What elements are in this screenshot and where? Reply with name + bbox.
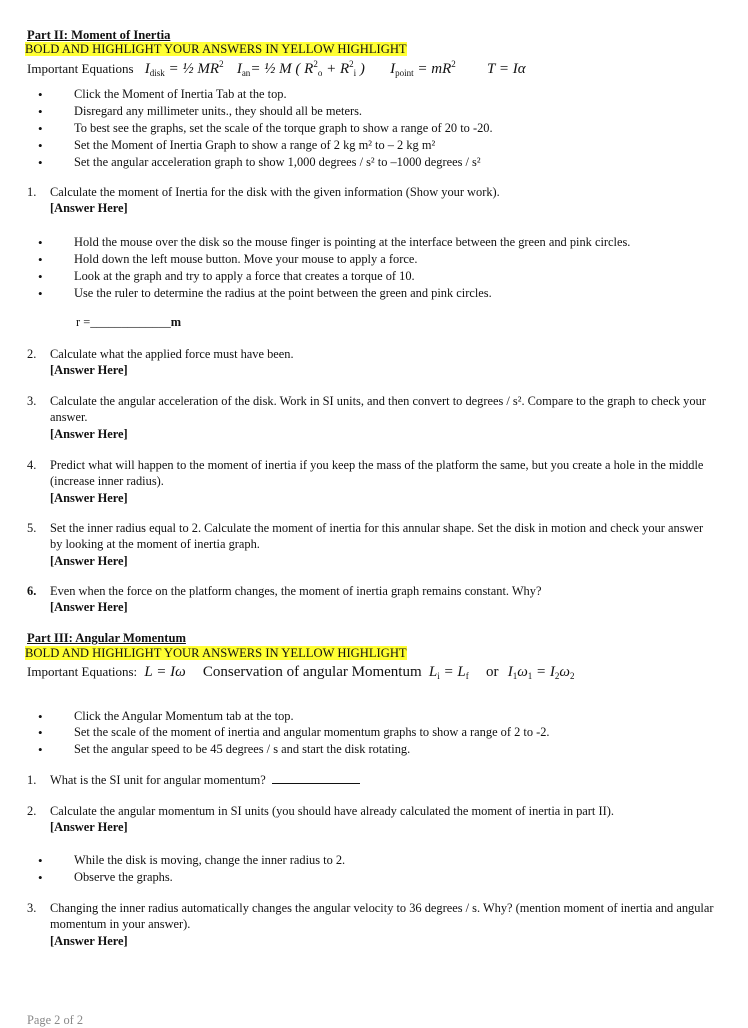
answer-placeholder[interactable]: [Answer Here] [50, 490, 128, 505]
question-p3-2: 2. Calculate the angular momentum in SI units (you should have already calculated the moment of inertia in part II). [Answer Here] [27, 804, 614, 835]
answer-placeholder[interactable]: [Answer Here] [50, 600, 128, 615]
question-p2-4: 4. Predict what will happen to the moment of inertia if you keep the mass of the platform the same, but you create a hole in the middle (increase inner radius). [Answer Here] [27, 458, 704, 505]
answer-placeholder[interactable]: [Answer Here] [50, 426, 128, 441]
question-p3-1: 1. What is the SI unit for angular momentum? [27, 772, 717, 788]
conservation-label: Conservation of angular Momentum [202, 664, 422, 680]
part2-highlight-text: BOLD AND HIGHLIGHT YOUR ANSWERS IN YELLOW HIGHLIGHT [25, 42, 407, 56]
eq-annulus: $I_{an}=$ ½ M ( $R^2_o + R^2_i$ ) [236, 59, 365, 78]
eq-angular-momentum: L = Iω [144, 664, 186, 680]
or-label: or [485, 664, 499, 680]
eq-torque: T = Iα [487, 61, 526, 77]
eq-conservation-omega: $I_1\omega_1 = I_2\omega_2$ [507, 664, 575, 681]
equations-label: Important Equations: [27, 664, 138, 679]
eq-point: $I_{point} = mR^2$ [390, 59, 456, 78]
part3-equations [27, 663, 575, 683]
question-p2-2: 2. Calculate what the applied force must have been. [Answer Here] [27, 347, 294, 378]
page-number: Page 2 of 2 [27, 1013, 84, 1027]
answer-placeholder[interactable]: [Answer Here] [50, 201, 128, 216]
part3-highlight-text: BOLD AND HIGHLIGHT YOUR ANSWERS IN YELLOW HIGHLIGHT [25, 646, 407, 660]
question-p2-1: 1. Calculate the moment of Inertia for the disk with the given information (Show your work). [Answer Here] [27, 185, 500, 216]
question-p2-3: 3. Calculate the angular acceleration of the disk. Work in SI units, and then convert to degrees / s². Compare to the graph to check your answer. [Answer Here] [27, 394, 706, 441]
part2-title: Part II: Moment of Inertia [27, 28, 171, 42]
answer-placeholder[interactable]: [Answer Here] [50, 553, 128, 568]
radius-blank[interactable]: _____________ [90, 315, 171, 329]
si-unit-blank[interactable] [272, 772, 360, 784]
part2-highlight-banner [25, 41, 407, 58]
question-p2-5: 5. Set the inner radius equal to 2. Calculate the moment of inertia for this annular shape. Set the disk in motion and check your answer by looking at the moment of inertia graph. [Answer Here] [27, 521, 704, 568]
part3-title: Part III: Angular Momentum [27, 631, 186, 645]
equations-label: Important Equations [27, 61, 134, 76]
part2-equations [27, 59, 526, 80]
part3-highlight-banner [25, 645, 407, 662]
question-p2-6: 6. Even when the force on the platform changes, the moment of inertia graph remains constant. Why? [Answer Here] [27, 584, 542, 615]
eq-conservation: $L_i = L_f$ [428, 664, 469, 681]
answer-placeholder[interactable]: [Answer Here] [50, 363, 128, 378]
answer-placeholder[interactable]: [Answer Here] [50, 933, 128, 948]
eq-disk: $I_{disk}$ = ½ $MR^2$ [144, 59, 224, 78]
worksheet-page: Part II: Moment of Inertia BOLD AND HIGHLIGHT YOUR ANSWERS IN YELLOW HIGHLIGHT Important Equations $I_{disk}$ = ½ $MR^2$ $I_{an}=$ ½ M ( $R^2_o + R^2_i$ ) $I_{point} = mR^2$ T = Iα • Click the Moment of Inertia Tab at the top. • Disregard any millimeter units., they should all be meters. • To best see the graphs, set the scale of the torque graph to show a range of 20 to -20. • Set the Moment of Inertia Graph to show a range of 2 kg m² to – 2 kg m² • Set the angular acceleration graph to show 1,000 degrees / s² to –1000 degrees / s² 1. Calculate the moment of Inertia for the disk with the given information (Show your work). [Answer Here] • Hold the mouse over the disk so the mouse finger is pointing at the interface between the green and pink circles. • Hold down the left mouse button. Move your mouse to apply a force. • Look at the graph and try to apply a force that creates a torque of 10. • Use the ruler to determine the radius at the point between the green and pink circles. r =_____________m 2. Calculate what the applied force must have been. [Answer Here] 3. Calculate the angular acceleration of the disk. Work in SI units, and then convert to degrees / s². Compare to the graph to check your answer. [Answer Here] 4. Predict what will happen to the moment of inertia if you keep the mass of the platform the same, but you create a hole in the middle (increase inner radius). [Answer Here] 5. Set the inner radius equal to 2. Calculate the moment of inertia for this annular shape. Set the disk in motion and check your answer by looking at the moment of inertia graph. [Answer Here] 6. Even when the force on the platform changes, the moment of inertia graph remains constant. Why? [Answer Here] Part III: Angular Momentum BOLD AND HIGHLIGHT YOUR ANSWERS IN YELLOW HIGHLIGHT Important Equations: L = Iω Conservation of angular Momentum $L_i = L_f$ or $I_1\omega_1 = I_2\omega_2$ • Click the Angular Momentum tab at the top. • Set the scale of the moment of inertia and angular momentum graphs to show a range of 2 to -2. • Set the angular speed to be 45 degrees / s and start the disk rotating. 1. What is the SI unit for angular momentum? 2. Calculate the angular momentum in SI units (you should have already calculated the moment of inertia in part II). [Answer Here] • While the disk is moving, change the inner radius to 2. • Observe the graphs. 3. Changing the inner radius automatically changes the angular velocity to 36 degrees / s. Why? (mention moment of inertia and angular momentum in your answer). [Answer Here] Page 2 of 2 [0, 0, 748, 1024]
radius-fill-in: r =_____________m [76, 315, 182, 329]
answer-placeholder[interactable]: [Answer Here] [50, 820, 128, 835]
question-p3-3: 3. Changing the inner radius automatically changes the angular velocity to 36 degrees / s. Why? (mention moment of inertia and angular momentum in your answer). [Answer Here] [27, 901, 714, 948]
